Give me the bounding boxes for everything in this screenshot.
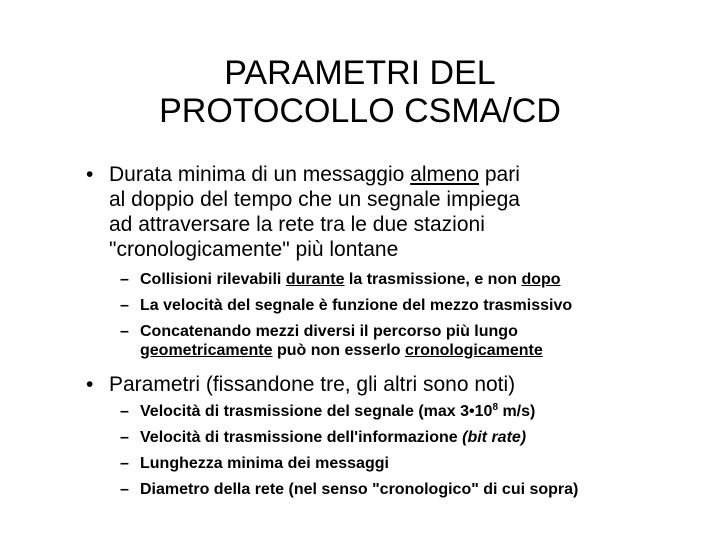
text-span: Velocità di trasmissione del segnale (max 3: [140, 403, 470, 420]
sub-bullet-min-length: [120, 454, 389, 473]
title-line-1: PARAMETRI DEL: [224, 54, 496, 92]
dash-marker: –: [120, 271, 129, 288]
dash-marker: –: [120, 429, 129, 446]
sub-bullet-signal-speed: [120, 296, 572, 315]
text-span: pari: [479, 163, 520, 186]
sub-line: Diametro della rete (nel senso "cronologico" di cui sopra): [140, 481, 579, 498]
sub-bullet-concatenation: [120, 322, 543, 360]
sub-line: [140, 402, 535, 421]
title-line-2: PROTOCOLLO CSMA/CD: [159, 92, 561, 130]
bullet-line: Parametri (fissandone tre, gli altri sono noti): [109, 373, 516, 396]
bullet-line: ad attraversare la rete tra le due stazioni: [109, 213, 485, 236]
text-span: Velocità di trasmissione dell'informazione: [140, 429, 463, 446]
sub-line: [140, 341, 543, 360]
sub-line: La velocità del segnale è funzione del mezzo trasmissivo: [140, 297, 573, 314]
bullet-line: al doppio del tempo che un segnale impiega: [109, 188, 520, 211]
sub-line: [140, 270, 561, 289]
multiply-dot: •: [469, 403, 475, 420]
text-span: Durata minima di un messaggio: [109, 163, 411, 186]
sub-line: Concatenando mezzi diversi il percorso più lungo: [140, 323, 518, 340]
text-span: può non esserlo: [272, 342, 405, 359]
sub-bullet-diameter: [120, 480, 578, 499]
text-span: la trasmissione, e non: [344, 271, 522, 288]
dash-marker: –: [120, 455, 129, 472]
sub-bullet-signal-transmission-speed: [120, 402, 535, 421]
bullet-line: "cronologicamente" più lontane: [109, 238, 399, 261]
dash-marker: –: [120, 403, 129, 420]
sub-line: [140, 428, 526, 447]
bullet-marker: •: [86, 373, 94, 396]
dash-marker: –: [120, 481, 129, 498]
underlined-text: geometricamente: [140, 342, 273, 359]
underlined-text: almeno: [410, 163, 480, 186]
text-span: m/s): [498, 403, 536, 420]
text-span: 10: [474, 403, 493, 420]
sub-line: Lunghezza minima dei messaggi: [140, 455, 389, 472]
bullet-duration: [86, 162, 520, 262]
bullet-line: [109, 162, 520, 187]
slide-title: [0, 54, 720, 130]
dash-marker: –: [120, 323, 129, 340]
sub-bullet-bit-rate: [120, 428, 526, 447]
italic-text: (bit rate): [462, 429, 527, 446]
underlined-text: durante: [285, 271, 345, 288]
underlined-text: cronologicamente: [404, 342, 543, 359]
bullet-marker: •: [86, 163, 94, 186]
dash-marker: –: [120, 297, 129, 314]
bullet-parameters: [86, 372, 515, 397]
exponent: 8: [492, 402, 498, 413]
sub-bullet-collisions: [120, 270, 561, 289]
underlined-text: dopo: [521, 271, 561, 288]
text-span: Collisioni rilevabili: [140, 271, 286, 288]
